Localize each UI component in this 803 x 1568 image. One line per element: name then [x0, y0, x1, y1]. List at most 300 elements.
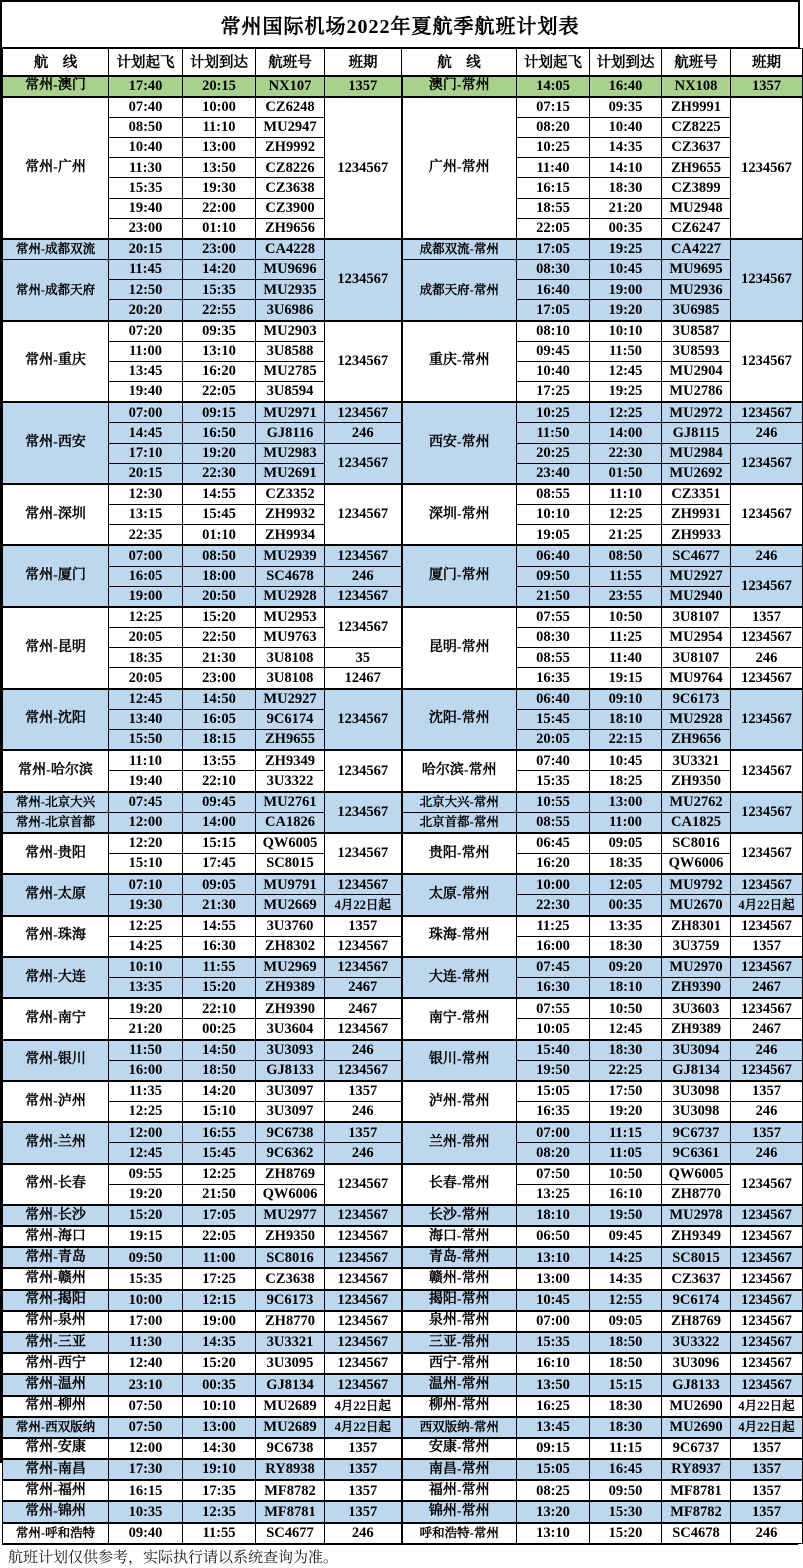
arrival-time-cell: 18:10 — [590, 709, 662, 729]
arrival-time-cell: 15:35 — [183, 280, 256, 300]
flight-number-cell: 3U8108 — [256, 668, 325, 689]
days-cell: 1357 — [731, 607, 803, 628]
flight-number-cell: CZ3899 — [662, 178, 731, 198]
flight-number-cell: ZH9931 — [662, 505, 731, 525]
flight-number-cell: MU2690 — [662, 1396, 731, 1417]
days-cell: 1234567 — [325, 689, 402, 751]
arrival-time-cell: 09:05 — [590, 833, 662, 854]
route-cell: 常州-揭阳 — [3, 1290, 109, 1311]
departure-time-cell: 10:00 — [109, 1290, 183, 1311]
flight-number-cell: CZ3637 — [662, 138, 731, 158]
departure-time-cell: 16:00 — [109, 1060, 183, 1081]
arrival-time-cell: 18:35 — [590, 854, 662, 875]
table-row — [3, 76, 803, 97]
arrival-time-cell: 11:05 — [590, 1143, 662, 1164]
arrival-time-cell: 11:10 — [590, 484, 662, 505]
arrival-time-cell: 13:00 — [590, 792, 662, 813]
route-cell: 青岛-常州 — [402, 1247, 517, 1268]
departure-time-cell: 09:50 — [109, 1247, 183, 1268]
flight-number-cell: 9C6173 — [256, 1290, 325, 1311]
departure-time-cell: 09:15 — [517, 1438, 590, 1459]
flight-number-cell: CZ3351 — [662, 484, 731, 505]
arrival-time-cell: 11:50 — [590, 341, 662, 361]
arrival-time-cell: 13:35 — [590, 916, 662, 937]
route-cell: 厦门-常州 — [402, 545, 517, 607]
route-cell: 常州-澳门 — [3, 76, 109, 97]
route-cell: 北京首都-常州 — [402, 812, 517, 833]
route-cell: 常州-厦门 — [3, 545, 109, 607]
days-cell: 1234567 — [731, 402, 803, 423]
table-row — [3, 484, 803, 505]
days-cell: 1234567 — [731, 1353, 803, 1374]
flight-number-cell: ZH8769 — [256, 1164, 325, 1185]
page-title: 常州国际机场2022年夏航季航班计划表 — [2, 2, 798, 48]
departure-time-cell: 20:15 — [109, 463, 183, 484]
departure-time-cell: 12:40 — [109, 1353, 183, 1374]
days-cell: 1234567 — [325, 874, 402, 895]
flight-number-cell: MU2690 — [662, 1417, 731, 1438]
days-cell: 1234567 — [325, 1060, 402, 1081]
departure-time-cell: 16:30 — [517, 978, 590, 999]
flight-number-cell: SC8016 — [662, 833, 731, 854]
arrival-time-cell: 12:45 — [590, 1019, 662, 1040]
arrival-time-cell: 12:25 — [590, 402, 662, 423]
flight-number-cell: CZ6248 — [256, 97, 325, 118]
departure-time-cell: 10:25 — [517, 402, 590, 423]
arrival-time-cell: 16:55 — [183, 1122, 256, 1143]
arrival-time-cell: 17:25 — [183, 1268, 256, 1289]
flight-number-cell: NX107 — [256, 76, 325, 97]
departure-time-cell: 09:45 — [517, 341, 590, 361]
flight-number-cell: ZH9991 — [662, 97, 731, 118]
route-cell: 柳州-常州 — [402, 1396, 517, 1417]
arrival-time-cell: 12:15 — [183, 1290, 256, 1311]
days-cell: 1234567 — [731, 998, 803, 1019]
flight-number-cell: MU2935 — [256, 280, 325, 300]
departure-time-cell: 16:10 — [517, 1353, 590, 1374]
days-cell: 1357 — [325, 1122, 402, 1143]
flight-number-cell: ZH9933 — [662, 525, 731, 546]
arrival-time-cell: 18:50 — [183, 1060, 256, 1081]
route-cell: 常州-深圳 — [3, 484, 109, 546]
arrival-time-cell: 14:10 — [590, 158, 662, 178]
table-row — [3, 1417, 803, 1438]
flight-number-cell: CA1825 — [662, 812, 731, 833]
departure-time-cell: 10:40 — [517, 361, 590, 381]
route-cell: 常州-成都双流 — [3, 239, 109, 260]
route-cell: 成都天府-常州 — [402, 260, 517, 321]
flight-number-cell: ZH9656 — [662, 730, 731, 751]
days-cell: 1234567 — [325, 1268, 402, 1289]
departure-time-cell: 12:25 — [109, 1102, 183, 1123]
flight-number-cell: MU9763 — [256, 628, 325, 648]
route-cell: 常州-沈阳 — [3, 689, 109, 751]
flight-number-cell: MF8781 — [662, 1480, 731, 1501]
arrival-time-cell: 11:40 — [590, 648, 662, 668]
route-cell: 常州-广州 — [3, 97, 109, 239]
flight-number-cell: MU2691 — [256, 463, 325, 484]
departure-time-cell: 07:45 — [517, 957, 590, 978]
arrival-time-cell: 13:00 — [183, 1417, 256, 1438]
route-cell: 常州-青岛 — [3, 1247, 109, 1268]
route-cell: 常州-西双版纳 — [3, 1417, 109, 1438]
arrival-time-cell: 18:10 — [590, 978, 662, 999]
arrival-time-cell: 14:50 — [183, 689, 256, 710]
flight-number-cell: GJ8133 — [662, 1374, 731, 1395]
flight-number-cell: 9C6174 — [256, 709, 325, 729]
arrival-time-cell: 18:30 — [590, 1396, 662, 1417]
arrival-time-cell: 17:45 — [183, 854, 256, 875]
flight-number-cell: ZH8770 — [662, 1184, 731, 1205]
flight-number-cell: CA4227 — [662, 239, 731, 260]
departure-time-cell: 12:25 — [109, 916, 183, 937]
arrival-time-cell: 21:20 — [590, 198, 662, 218]
departure-time-cell: 16:20 — [517, 854, 590, 875]
departure-time-cell: 07:00 — [517, 1122, 590, 1143]
arrival-time-cell: 17:05 — [183, 1205, 256, 1226]
route-cell: 大连-常州 — [402, 957, 517, 998]
departure-time-cell: 14:45 — [109, 423, 183, 443]
departure-time-cell: 13:45 — [109, 361, 183, 381]
departure-time-cell: 22:30 — [517, 895, 590, 916]
departure-time-cell: 13:20 — [517, 1501, 590, 1522]
flight-number-cell: MU2947 — [256, 117, 325, 137]
route-cell: 南昌-常州 — [402, 1459, 517, 1480]
arrival-time-cell: 17:35 — [183, 1480, 256, 1501]
flight-number-cell: ZH8302 — [256, 936, 325, 957]
header-dep-right: 计划起飞 — [517, 49, 590, 76]
departure-time-cell: 13:15 — [109, 505, 183, 525]
arrival-time-cell: 18:25 — [590, 771, 662, 792]
table-row — [3, 1122, 803, 1143]
arrival-time-cell: 14:55 — [183, 484, 256, 505]
arrival-time-cell: 21:50 — [183, 1184, 256, 1205]
route-cell: 兰州-常州 — [402, 1122, 517, 1163]
arrival-time-cell: 09:05 — [183, 874, 256, 895]
route-cell: 常州-大连 — [3, 957, 109, 998]
departure-time-cell: 11:50 — [109, 1040, 183, 1061]
flight-number-cell: RY8937 — [662, 1459, 731, 1480]
arrival-time-cell: 15:45 — [183, 505, 256, 525]
route-cell: 太原-常州 — [402, 874, 517, 915]
days-cell: 1234567 — [325, 1374, 402, 1395]
arrival-time-cell: 11:55 — [183, 957, 256, 978]
route-cell: 常州-锦州 — [3, 1501, 109, 1522]
departure-time-cell: 22:05 — [517, 218, 590, 239]
arrival-time-cell: 10:00 — [183, 97, 256, 118]
route-cell: 常州-北京首都 — [3, 812, 109, 833]
days-cell: 2467 — [731, 1019, 803, 1040]
flight-number-cell: 3U3322 — [256, 771, 325, 792]
departure-time-cell: 11:50 — [517, 423, 590, 443]
flight-number-cell: 9C6737 — [662, 1438, 731, 1459]
flight-number-cell: MU2785 — [256, 361, 325, 381]
table-row — [3, 1311, 803, 1332]
route-cell: 常州-海口 — [3, 1226, 109, 1247]
arrival-time-cell: 14:20 — [183, 260, 256, 280]
departure-time-cell: 07:00 — [109, 545, 183, 566]
flight-number-cell: SC8016 — [256, 1247, 325, 1268]
table-row — [3, 1459, 803, 1480]
days-cell: 246 — [325, 423, 402, 443]
arrival-time-cell: 15:20 — [183, 1353, 256, 1374]
arrival-time-cell: 08:50 — [183, 545, 256, 566]
days-cell: 1234567 — [731, 1226, 803, 1247]
arrival-time-cell: 01:10 — [183, 525, 256, 546]
departure-time-cell: 11:45 — [109, 260, 183, 280]
flight-number-cell: MU9695 — [662, 260, 731, 280]
flight-number-cell: 3U3095 — [256, 1353, 325, 1374]
flight-number-cell: ZH9656 — [256, 218, 325, 239]
departure-time-cell: 18:10 — [517, 1205, 590, 1226]
flight-number-cell: GJ8134 — [256, 1374, 325, 1395]
departure-time-cell: 08:55 — [517, 812, 590, 833]
departure-time-cell: 10:10 — [517, 505, 590, 525]
route-cell: 常州-北京大兴 — [3, 792, 109, 813]
route-cell: 常州-兰州 — [3, 1122, 109, 1163]
arrival-time-cell: 12:05 — [590, 874, 662, 895]
flight-number-cell: MU2954 — [662, 628, 731, 648]
route-cell: 长沙-常州 — [402, 1205, 517, 1226]
arrival-time-cell: 23:55 — [590, 586, 662, 607]
departure-time-cell: 16:25 — [517, 1396, 590, 1417]
arrival-time-cell: 16:30 — [183, 936, 256, 957]
days-cell: 1234567 — [731, 1205, 803, 1226]
flight-number-cell: QW6005 — [662, 1164, 731, 1185]
flight-number-cell: SC8015 — [256, 854, 325, 875]
arrival-time-cell: 21:30 — [183, 648, 256, 668]
arrival-time-cell: 22:25 — [590, 1060, 662, 1081]
arrival-time-cell: 11:55 — [590, 566, 662, 586]
arrival-time-cell: 12:45 — [590, 361, 662, 381]
flight-number-cell: ZH9655 — [662, 158, 731, 178]
departure-time-cell: 10:00 — [517, 874, 590, 895]
route-cell: 澳门-常州 — [402, 76, 517, 97]
table-row — [3, 1081, 803, 1102]
departure-time-cell: 12:45 — [109, 689, 183, 710]
arrival-time-cell: 10:10 — [590, 321, 662, 342]
arrival-time-cell: 17:50 — [590, 1081, 662, 1102]
departure-time-cell: 13:35 — [109, 978, 183, 999]
days-cell: 1234567 — [325, 833, 402, 874]
arrival-time-cell: 01:50 — [590, 463, 662, 484]
days-cell: 1234567 — [325, 1247, 402, 1268]
departure-time-cell: 19:15 — [109, 1226, 183, 1247]
departure-time-cell: 11:00 — [109, 341, 183, 361]
route-cell: 常州-呼和浩特 — [3, 1523, 109, 1544]
arrival-time-cell: 14:55 — [183, 916, 256, 937]
route-cell: 哈尔滨-常州 — [402, 750, 517, 791]
departure-time-cell: 13:50 — [517, 1374, 590, 1395]
days-cell: 1234567 — [325, 1226, 402, 1247]
route-cell: 常州-赣州 — [3, 1268, 109, 1289]
table-row — [3, 812, 803, 833]
departure-time-cell: 06:40 — [517, 689, 590, 710]
flight-number-cell: 3U8587 — [662, 321, 731, 342]
arrival-time-cell: 14:00 — [590, 423, 662, 443]
days-cell: 246 — [325, 1143, 402, 1164]
route-cell: 贵阳-常州 — [402, 833, 517, 874]
days-cell: 1234567 — [731, 1332, 803, 1353]
flight-number-cell: 9C6738 — [256, 1122, 325, 1143]
flight-number-cell: MU2936 — [662, 280, 731, 300]
days-cell: 35 — [325, 648, 402, 668]
flight-number-cell: QW6006 — [662, 854, 731, 875]
days-cell: 4月22日起 — [325, 1396, 402, 1417]
arrival-time-cell: 16:20 — [183, 361, 256, 381]
days-cell: 1234567 — [325, 1164, 402, 1205]
flight-number-cell: MU2978 — [662, 1205, 731, 1226]
table-row — [3, 607, 803, 628]
flight-number-cell: MU2928 — [662, 709, 731, 729]
departure-time-cell: 07:50 — [517, 1164, 590, 1185]
departure-time-cell: 15:45 — [517, 709, 590, 729]
departure-time-cell: 07:20 — [109, 321, 183, 342]
departure-time-cell: 20:15 — [109, 239, 183, 260]
arrival-time-cell: 10:50 — [590, 998, 662, 1019]
days-cell: 1234567 — [325, 1019, 402, 1040]
days-cell: 1357 — [325, 76, 402, 97]
departure-time-cell: 17:25 — [517, 382, 590, 403]
header-flight-no-right: 航班号 — [662, 49, 731, 76]
header-row — [3, 49, 803, 76]
departure-time-cell: 15:35 — [517, 771, 590, 792]
flight-number-cell: 3U3759 — [662, 936, 731, 957]
departure-time-cell: 21:20 — [109, 1019, 183, 1040]
route-cell: 海口-常州 — [402, 1226, 517, 1247]
departure-time-cell: 23:40 — [517, 463, 590, 484]
departure-time-cell: 08:20 — [517, 117, 590, 137]
departure-time-cell: 15:10 — [109, 854, 183, 875]
arrival-time-cell: 15:15 — [183, 833, 256, 854]
flight-number-cell: MU2948 — [662, 198, 731, 218]
departure-time-cell: 14:25 — [109, 936, 183, 957]
flight-number-cell: SC4678 — [256, 566, 325, 586]
flight-number-cell: ZH9390 — [256, 998, 325, 1019]
arrival-time-cell: 15:20 — [590, 1523, 662, 1544]
flight-number-cell: MU2762 — [662, 792, 731, 813]
days-cell: 1234567 — [731, 321, 803, 403]
arrival-time-cell: 13:50 — [183, 158, 256, 178]
flight-number-cell: 9C6362 — [256, 1143, 325, 1164]
table-row — [3, 1205, 803, 1226]
arrival-time-cell: 09:20 — [590, 957, 662, 978]
departure-time-cell: 13:45 — [517, 1417, 590, 1438]
flight-number-cell: ZH9389 — [256, 978, 325, 999]
flight-number-cell: ZH9389 — [662, 1019, 731, 1040]
route-cell: 长春-常州 — [402, 1164, 517, 1205]
route-cell: 泉州-常州 — [402, 1311, 517, 1332]
header-arr-left: 计划到达 — [183, 49, 256, 76]
flight-number-cell: MU9791 — [256, 874, 325, 895]
flight-number-cell: SC4677 — [662, 545, 731, 566]
days-cell: 1234567 — [731, 1164, 803, 1205]
departure-time-cell: 18:35 — [109, 648, 183, 668]
flight-number-cell: MU2939 — [256, 545, 325, 566]
departure-time-cell: 17:05 — [517, 239, 590, 260]
arrival-time-cell: 11:25 — [590, 628, 662, 648]
days-cell: 246 — [325, 566, 402, 586]
route-cell: 沈阳-常州 — [402, 689, 517, 751]
flight-number-cell: CZ8226 — [256, 158, 325, 178]
arrival-time-cell: 21:25 — [590, 525, 662, 546]
flight-number-cell: SC8015 — [662, 1247, 731, 1268]
departure-time-cell: 07:50 — [109, 1417, 183, 1438]
departure-time-cell: 23:10 — [109, 1374, 183, 1395]
days-cell: 246 — [325, 1523, 402, 1544]
header-arr-right: 计划到达 — [590, 49, 662, 76]
flight-number-cell: 3U3321 — [662, 750, 731, 771]
flight-number-cell: ZH9390 — [662, 978, 731, 999]
flight-number-cell: MU2670 — [662, 895, 731, 916]
departure-time-cell: 07:15 — [517, 97, 590, 118]
days-cell: 1234567 — [325, 97, 402, 239]
flight-number-cell: MU2971 — [256, 402, 325, 423]
flight-number-cell: 3U3097 — [256, 1081, 325, 1102]
days-cell: 1234567 — [325, 484, 402, 546]
flight-number-cell: CZ6247 — [662, 218, 731, 239]
route-cell: 银川-常州 — [402, 1040, 517, 1081]
days-cell: 246 — [731, 648, 803, 668]
arrival-time-cell: 12:55 — [590, 1290, 662, 1311]
days-cell: 1357 — [325, 916, 402, 937]
arrival-time-cell: 19:20 — [590, 300, 662, 321]
arrival-time-cell: 13:00 — [183, 138, 256, 158]
route-cell: 常州-太原 — [3, 874, 109, 915]
header-route-left: 航 线 — [3, 49, 109, 76]
route-cell: 常州-福州 — [3, 1480, 109, 1501]
flight-number-cell: 3U8588 — [256, 341, 325, 361]
departure-time-cell: 19:40 — [109, 382, 183, 403]
days-cell: 1234567 — [731, 833, 803, 874]
days-cell: 1234567 — [731, 957, 803, 978]
departure-time-cell: 12:00 — [109, 1122, 183, 1143]
arrival-time-cell: 09:05 — [590, 1311, 662, 1332]
flight-number-cell: CA1826 — [256, 812, 325, 833]
footer-note: 航班计划仅供参考，实际执行请以系统查询为准。 — [2, 1544, 798, 1568]
arrival-time-cell: 16:40 — [590, 76, 662, 97]
table-row — [3, 916, 803, 937]
flight-number-cell: MU2972 — [662, 402, 731, 423]
arrival-time-cell: 15:10 — [183, 1102, 256, 1123]
days-cell: 1357 — [731, 1459, 803, 1480]
days-cell: 1234567 — [325, 402, 402, 423]
arrival-time-cell: 10:50 — [590, 607, 662, 628]
arrival-time-cell: 10:40 — [590, 117, 662, 137]
flight-number-cell: MU9764 — [662, 668, 731, 689]
days-cell: 246 — [731, 423, 803, 443]
departure-time-cell: 13:10 — [517, 1523, 590, 1544]
arrival-time-cell: 12:25 — [183, 1164, 256, 1185]
days-cell: 1234567 — [731, 443, 803, 484]
departure-time-cell: 11:30 — [109, 1332, 183, 1353]
days-cell: 1357 — [731, 1480, 803, 1501]
days-cell: 1234567 — [325, 545, 402, 566]
departure-time-cell: 12:25 — [109, 607, 183, 628]
departure-time-cell: 15:35 — [109, 178, 183, 198]
flight-number-cell: MU2977 — [256, 1205, 325, 1226]
route-cell: 常州-昆明 — [3, 607, 109, 689]
days-cell: 1234567 — [731, 1290, 803, 1311]
arrival-time-cell: 19:10 — [183, 1459, 256, 1480]
days-cell: 1357 — [731, 1081, 803, 1102]
departure-time-cell: 06:45 — [517, 833, 590, 854]
departure-time-cell: 15:20 — [109, 1205, 183, 1226]
departure-time-cell: 16:00 — [517, 936, 590, 957]
table-row — [3, 1353, 803, 1374]
departure-time-cell: 18:55 — [517, 198, 590, 218]
route-cell: 常州-柳州 — [3, 1396, 109, 1417]
